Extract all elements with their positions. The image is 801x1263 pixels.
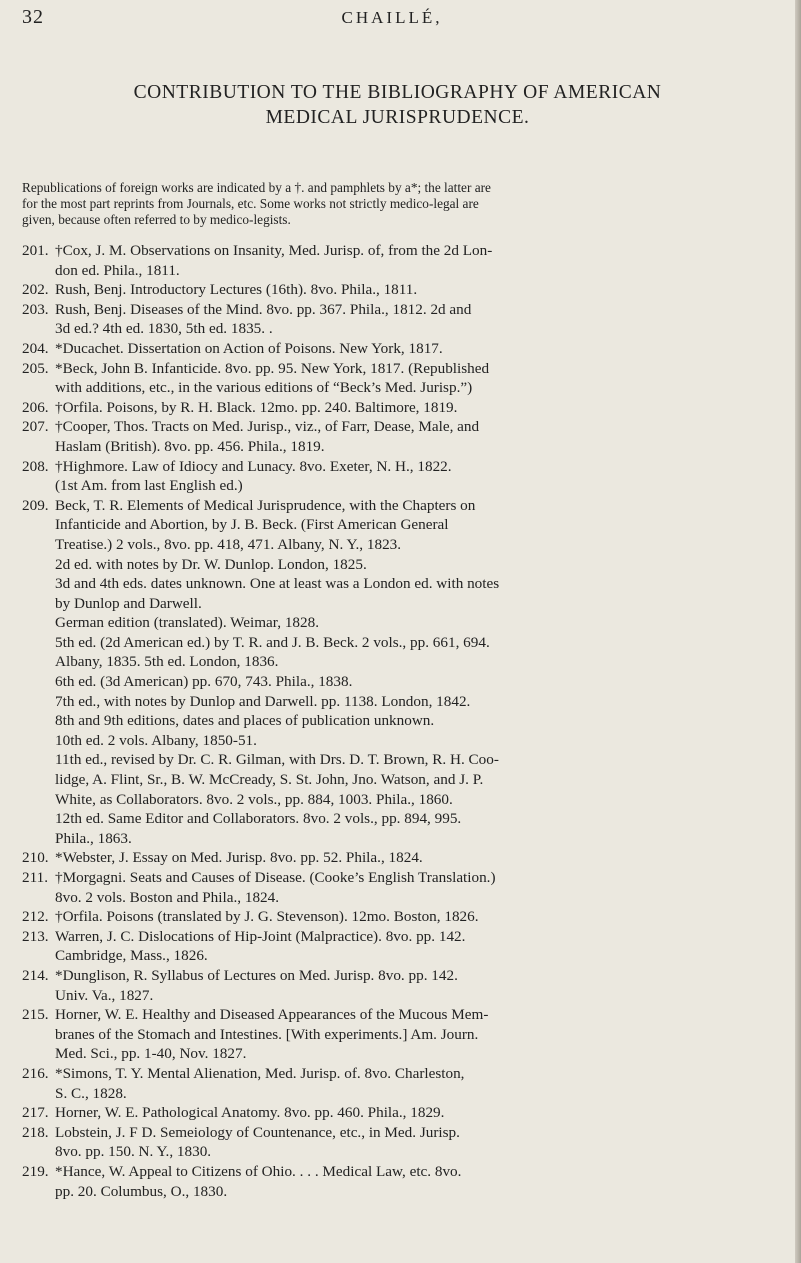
- bibliography-entry: [22, 359, 772, 398]
- entry-number: 202.: [22, 281, 49, 299]
- entry-text-line: Lobstein, J. F D. Semeiology of Countenance, etc., in Med. Jurisp.: [55, 1123, 460, 1141]
- entry-text-line: †Cox, J. M. Observations on Insanity, Med. Jurisp. of, from the 2d Lon-: [55, 242, 493, 259]
- entry-text-line: *Ducachet. Dissertation on Action of Poisons. New York, 1817.: [55, 339, 443, 357]
- section-title: [0, 80, 795, 130]
- entry-text-line: 10th ed. 2 vols. Albany, 1850-51.: [55, 731, 257, 749]
- entry-text-line: with additions, etc., in the various editions of “Beck’s Med. Jurisp.”): [55, 379, 473, 397]
- entry-text-line: 3d and 4th eds. dates unknown. One at least was a London ed. with notes: [55, 575, 500, 593]
- entry-text-line: Rush, Benj. Diseases of the Mind. 8vo. pp. 367. Phila., 1812. 2d and: [55, 300, 472, 318]
- bibliography-entry: [22, 1123, 772, 1162]
- section-title-line: CONTRIBUTION TO THE BIBLIOGRAPHY OF AMERICAN: [133, 82, 662, 103]
- entry-number: 212.: [22, 908, 49, 926]
- entry-text-line: German edition (translated). Weimar, 1828.: [55, 614, 320, 632]
- entry-text-line: †Cooper, Thos. Tracts on Med. Jurisp., viz., of Farr, Dease, Male, and: [55, 418, 480, 436]
- bibliography-entry: [22, 848, 772, 868]
- entry-text-line: Med. Sci., pp. 1-40, Nov. 1827.: [55, 1045, 247, 1063]
- entry-text-line: (1st Am. from last English ed.): [55, 477, 243, 495]
- bibliography-list: [22, 241, 772, 1201]
- bibliography-entry: [22, 966, 772, 1005]
- entry-text-line: 5th ed. (2d American ed.) by T. R. and J. B. Beck. 2 vols., pp. 661, 694.: [55, 633, 490, 651]
- bibliography-entry: [22, 1162, 772, 1201]
- entry-text-line: pp. 20. Columbus, O., 1830.: [55, 1182, 228, 1200]
- entry-text-line: 12th ed. Same Editor and Collaborators. 8vo. 2 vols., pp. 894, 995.: [55, 810, 462, 828]
- bibliography-entry: [22, 868, 772, 907]
- entry-text-line: Haslam (British). 8vo. pp. 456. Phila., 1819.: [55, 437, 325, 455]
- intro-paragraph: [22, 180, 762, 228]
- entry-text-line: 2d ed. with notes by Dr. W. Dunlop. London, 1825.: [55, 555, 367, 573]
- entry-number: 211.: [22, 869, 49, 886]
- entry-text-line: *Webster, J. Essay on Med. Jurisp. 8vo. pp. 52. Phila., 1824.: [55, 849, 423, 867]
- entry-text-line: Cambridge, Mass., 1826.: [55, 947, 208, 965]
- entry-text-line: Warren, J. C. Dislocations of Hip-Joint (Malpractice). 8vo. pp. 142.: [55, 927, 466, 945]
- entry-number: 203.: [22, 300, 49, 318]
- bibliography-entry: [22, 280, 772, 300]
- bibliography-entry: [22, 1103, 772, 1123]
- intro-line: Republications of foreign works are indicated by a †. and pamphlets by a*; the latter are: [22, 180, 491, 195]
- entry-text-line: *Hance, W. Appeal to Citizens of Ohio. . . . Medical Law, etc. 8vo.: [55, 1162, 462, 1180]
- entry-text-line: *Dunglison, R. Syllabus of Lectures on Med. Jurisp. 8vo. pp. 142.: [55, 966, 458, 984]
- entry-number: 219.: [22, 1162, 49, 1180]
- entry-text-line: †Orfila. Poisons (translated by J. G. Stevenson). 12mo. Boston, 1826.: [55, 908, 479, 926]
- entry-text-line: 8th and 9th editions, dates and places of publication unknown.: [55, 712, 435, 730]
- entry-text-line: Horner, W. E. Healthy and Diseased Appearances of the Mucous Mem-: [55, 1006, 489, 1024]
- entry-number: 213.: [22, 927, 49, 945]
- page-number: 32: [22, 6, 44, 28]
- entry-number: 210.: [22, 849, 49, 867]
- running-head: CHAILLÉ,: [341, 8, 443, 27]
- entry-text-line: †Morgagni. Seats and Causes of Disease. (Cooke’s English Translation.): [55, 869, 496, 886]
- entry-text-line: *Beck, John B. Infanticide. 8vo. pp. 95. New York, 1817. (Republished: [55, 359, 490, 377]
- entry-text-line: lidge, A. Flint, Sr., B. W. McCready, S. St. John, Jno. Watson, and J. P.: [55, 771, 484, 789]
- entry-number: 218.: [22, 1123, 49, 1141]
- bibliography-entry: [22, 496, 772, 849]
- entry-text-line: *Simons, T. Y. Mental Alienation, Med. Jurisp. of. 8vo. Charleston,: [55, 1064, 465, 1082]
- bibliography-entry: [22, 1005, 772, 1064]
- entry-text-line: Beck, T. R. Elements of Medical Jurisprudence, with the Chapters on: [55, 496, 476, 514]
- entry-number: 214.: [22, 966, 49, 984]
- entry-text-line: Albany, 1835. 5th ed. London, 1836.: [55, 653, 279, 671]
- bibliography-entry: [22, 300, 772, 339]
- entry-text-line: 11th ed., revised by Dr. C. R. Gilman, with Drs. D. T. Brown, R. H. Coo-: [55, 751, 499, 769]
- entry-number: 204.: [22, 339, 49, 357]
- entry-number: 201.: [22, 242, 49, 259]
- entry-text-line: Phila., 1863.: [55, 829, 132, 847]
- bibliography-entry: [22, 241, 772, 280]
- bibliography-entry: [22, 339, 772, 359]
- page-header: [22, 6, 762, 30]
- entry-text-line: branes of the Stomach and Intestines. [With experiments.] Am. Journ.: [55, 1025, 479, 1043]
- entry-number: 209.: [22, 496, 49, 514]
- bibliography-entry: [22, 417, 772, 456]
- entry-text-line: don ed. Phila., 1811.: [55, 261, 180, 279]
- entry-text-line: 7th ed., with notes by Dunlop and Darwell. pp. 1138. London, 1842.: [55, 692, 471, 710]
- entry-number: 216.: [22, 1064, 49, 1082]
- bibliography-entry: [22, 1064, 772, 1103]
- page-edge: [795, 0, 801, 1263]
- entry-text-line: White, as Collaborators. 8vo. 2 vols., pp. 884, 1003. Phila., 1860.: [55, 790, 453, 808]
- entry-number: 206.: [22, 398, 49, 416]
- entry-text-line: 6th ed. (3d American) pp. 670, 743. Phila., 1838.: [55, 673, 353, 691]
- entry-number: 207.: [22, 418, 49, 436]
- entry-text-line: 8vo. pp. 150. N. Y., 1830.: [55, 1143, 212, 1161]
- bibliography-entry: [22, 927, 772, 966]
- entry-text-line: by Dunlop and Darwell.: [55, 594, 202, 612]
- intro-line: given, because often referred to by medico-legists.: [22, 212, 291, 227]
- entry-number: 205.: [22, 359, 49, 377]
- entry-text-line: Infanticide and Abortion, by J. B. Beck. (First American General: [55, 516, 449, 534]
- entry-text-line: Treatise.) 2 vols., 8vo. pp. 418, 471. Albany, N. Y., 1823.: [55, 535, 402, 553]
- entry-text-line: S. C., 1828.: [55, 1084, 127, 1102]
- entry-text-line: †Orfila. Poisons, by R. H. Black. 12mo. pp. 240. Baltimore, 1819.: [55, 398, 458, 416]
- entry-text-line: 3d ed.? 4th ed. 1830, 5th ed. 1835. .: [55, 320, 273, 338]
- entry-text-line: †Highmore. Law of Idiocy and Lunacy. 8vo. Exeter, N. H., 1822.: [55, 457, 452, 475]
- entry-text-line: 8vo. 2 vols. Boston and Phila., 1824.: [55, 888, 280, 906]
- entry-number: 208.: [22, 457, 49, 475]
- entry-number: 215.: [22, 1006, 49, 1024]
- bibliography-entry: [22, 457, 772, 496]
- intro-line: for the most part reprints from Journals, etc. Some works not strictly medico-legal are: [22, 196, 479, 211]
- entry-text-line: Rush, Benj. Introductory Lectures (16th). 8vo. Phila., 1811.: [55, 281, 418, 299]
- entry-text-line: Horner, W. E. Pathological Anatomy. 8vo. pp. 460. Phila., 1829.: [55, 1104, 445, 1122]
- section-title-line: MEDICAL JURISPRUDENCE.: [265, 107, 530, 128]
- entry-text-line: Univ. Va., 1827.: [55, 986, 154, 1004]
- bibliography-entry: [22, 907, 772, 927]
- entry-number: 217.: [22, 1104, 49, 1122]
- bibliography-entry: [22, 398, 772, 418]
